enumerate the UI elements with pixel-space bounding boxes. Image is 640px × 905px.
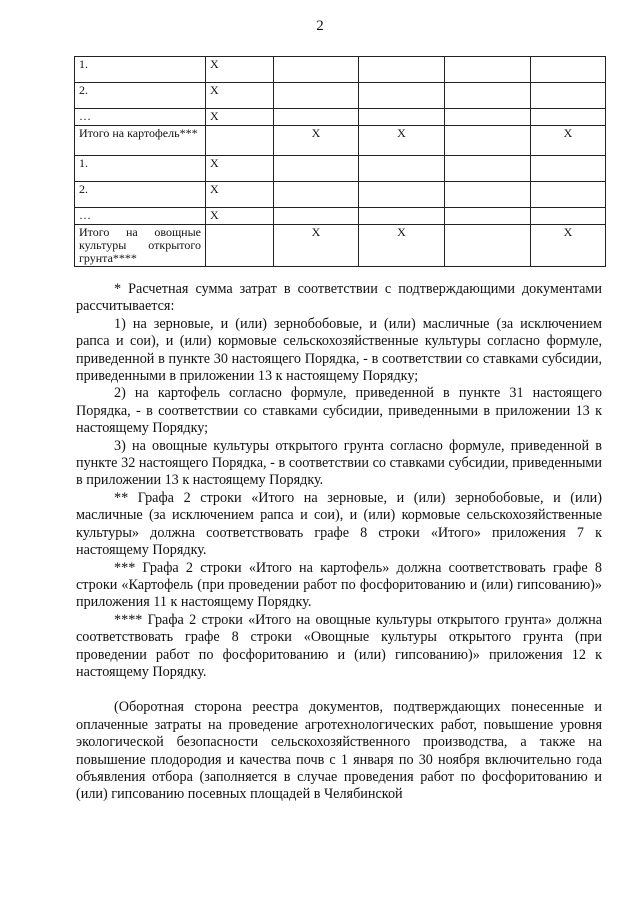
row-label: … — [75, 109, 206, 126]
cell: X — [206, 109, 274, 126]
cell — [359, 109, 445, 126]
cell — [274, 57, 359, 83]
cell — [359, 182, 445, 208]
footnote-asterisk-2: ** Графа 2 строки «Итого на зерновые, и (или) зернобобовые, и (или) масличные (за исключением рапса и сои), и (или) кормовые сельскохозяйственные культуры» должна соответствовать графе 8 строки «Итого» приложения 7 к настоящему Порядку. — [76, 489, 602, 559]
row-label: … — [75, 208, 206, 225]
cell: X — [206, 208, 274, 225]
cell — [531, 182, 606, 208]
row-label: 2. — [75, 182, 206, 208]
cell — [445, 225, 531, 267]
cell — [206, 225, 274, 267]
row-label: 1. — [75, 57, 206, 83]
cell — [274, 182, 359, 208]
table-row — [75, 57, 606, 83]
spacer — [76, 681, 602, 699]
cell — [531, 156, 606, 182]
row-label: 2. — [75, 83, 206, 109]
cell — [445, 126, 531, 156]
cell: X — [206, 156, 274, 182]
table-row — [75, 225, 606, 267]
cell — [531, 57, 606, 83]
cell — [445, 83, 531, 109]
row-label: Итого на овощные культуры открытого грунта**** — [75, 225, 206, 267]
cell — [274, 208, 359, 225]
footnotes — [76, 281, 602, 804]
cell — [206, 126, 274, 156]
reverse-side-caption: (Оборотная сторона реестра документов, подтверждающих понесенные и оплаченные затраты на проведение агротехнологических работ, повышение уровня экологической безопасности сельскохозяйственного производства, а также на повышение плодородия и качества почв с 1 января по 30 ноября включительно года объявления отбора (заполняется в случае проведения работ по фосфоритованию и (или) гипсованию посевных площадей в Челябинской — [76, 699, 602, 803]
row-label: Итого на картофель*** — [75, 126, 206, 156]
cell — [531, 208, 606, 225]
footnote-item-3: 3) на овощные культуры открытого грунта согласно формуле, приведенной в пункте 32 настоящего Порядка, - в соответствии со ставками субсидии, приведенными в приложении 13 к настоящему Порядку. — [76, 437, 602, 489]
cell — [359, 83, 445, 109]
cell — [531, 109, 606, 126]
footnote-asterisk-4: **** Графа 2 строки «Итого на овощные культуры открытого грунта» должна соответствовать графе 8 строки «Овощные культуры открытого грунта (при проведении работ по фосфоритованию и (или) гипсованию)» приложения 12 к настоящему Порядку. — [76, 611, 602, 680]
table-row — [75, 156, 606, 182]
footnote-asterisk-1: * Расчетная сумма затрат в соответствии с подтверждающими документами рассчитывается: — [76, 281, 602, 315]
cell — [445, 208, 531, 225]
table-row — [75, 83, 606, 109]
page-number: 2 — [316, 18, 324, 34]
footnote-item-2: 2) на картофель согласно формуле, приведенной в пункте 31 настоящего Порядка, - в соответствии со ставками субсидии, приведенными в приложении 13 к настоящему Порядку; — [76, 385, 602, 437]
cell — [274, 109, 359, 126]
cell — [274, 83, 359, 109]
documents-table — [74, 56, 606, 267]
cell: X — [359, 225, 445, 267]
cell: X — [531, 225, 606, 267]
cell — [359, 57, 445, 83]
cell: X — [531, 126, 606, 156]
footnote-item-1: 1) на зерновые, и (или) зернобобовые, и (или) масличные (за исключением рапса и сои), и (или) кормовые сельскохозяйственные культуры согласно формуле, приведенной в пункте 30 настоящего Порядка, - в соответствии со ставками субсидии, приведенными в приложении 13 к настоящему Порядку; — [76, 315, 602, 385]
table-row — [75, 182, 606, 208]
table-row — [75, 208, 606, 225]
row-label: 1. — [75, 156, 206, 182]
cell — [445, 109, 531, 126]
cell — [274, 156, 359, 182]
cell — [445, 156, 531, 182]
cell: X — [274, 126, 359, 156]
cell: X — [274, 225, 359, 267]
cell: X — [206, 83, 274, 109]
footnote-asterisk-3: *** Графа 2 строки «Итого на картофель» должна соответствовать графе 8 строки «Картофель (при проведении работ по фосфоритованию и (или) гипсованию)» приложения 11 к настоящему Порядку. — [76, 559, 602, 611]
cell: X — [359, 126, 445, 156]
cell — [531, 83, 606, 109]
cell: X — [206, 57, 274, 83]
cell — [359, 156, 445, 182]
cell — [445, 57, 531, 83]
cell — [359, 208, 445, 225]
cell — [445, 182, 531, 208]
cell: X — [206, 182, 274, 208]
table-row — [75, 109, 606, 126]
table-row — [75, 126, 606, 156]
